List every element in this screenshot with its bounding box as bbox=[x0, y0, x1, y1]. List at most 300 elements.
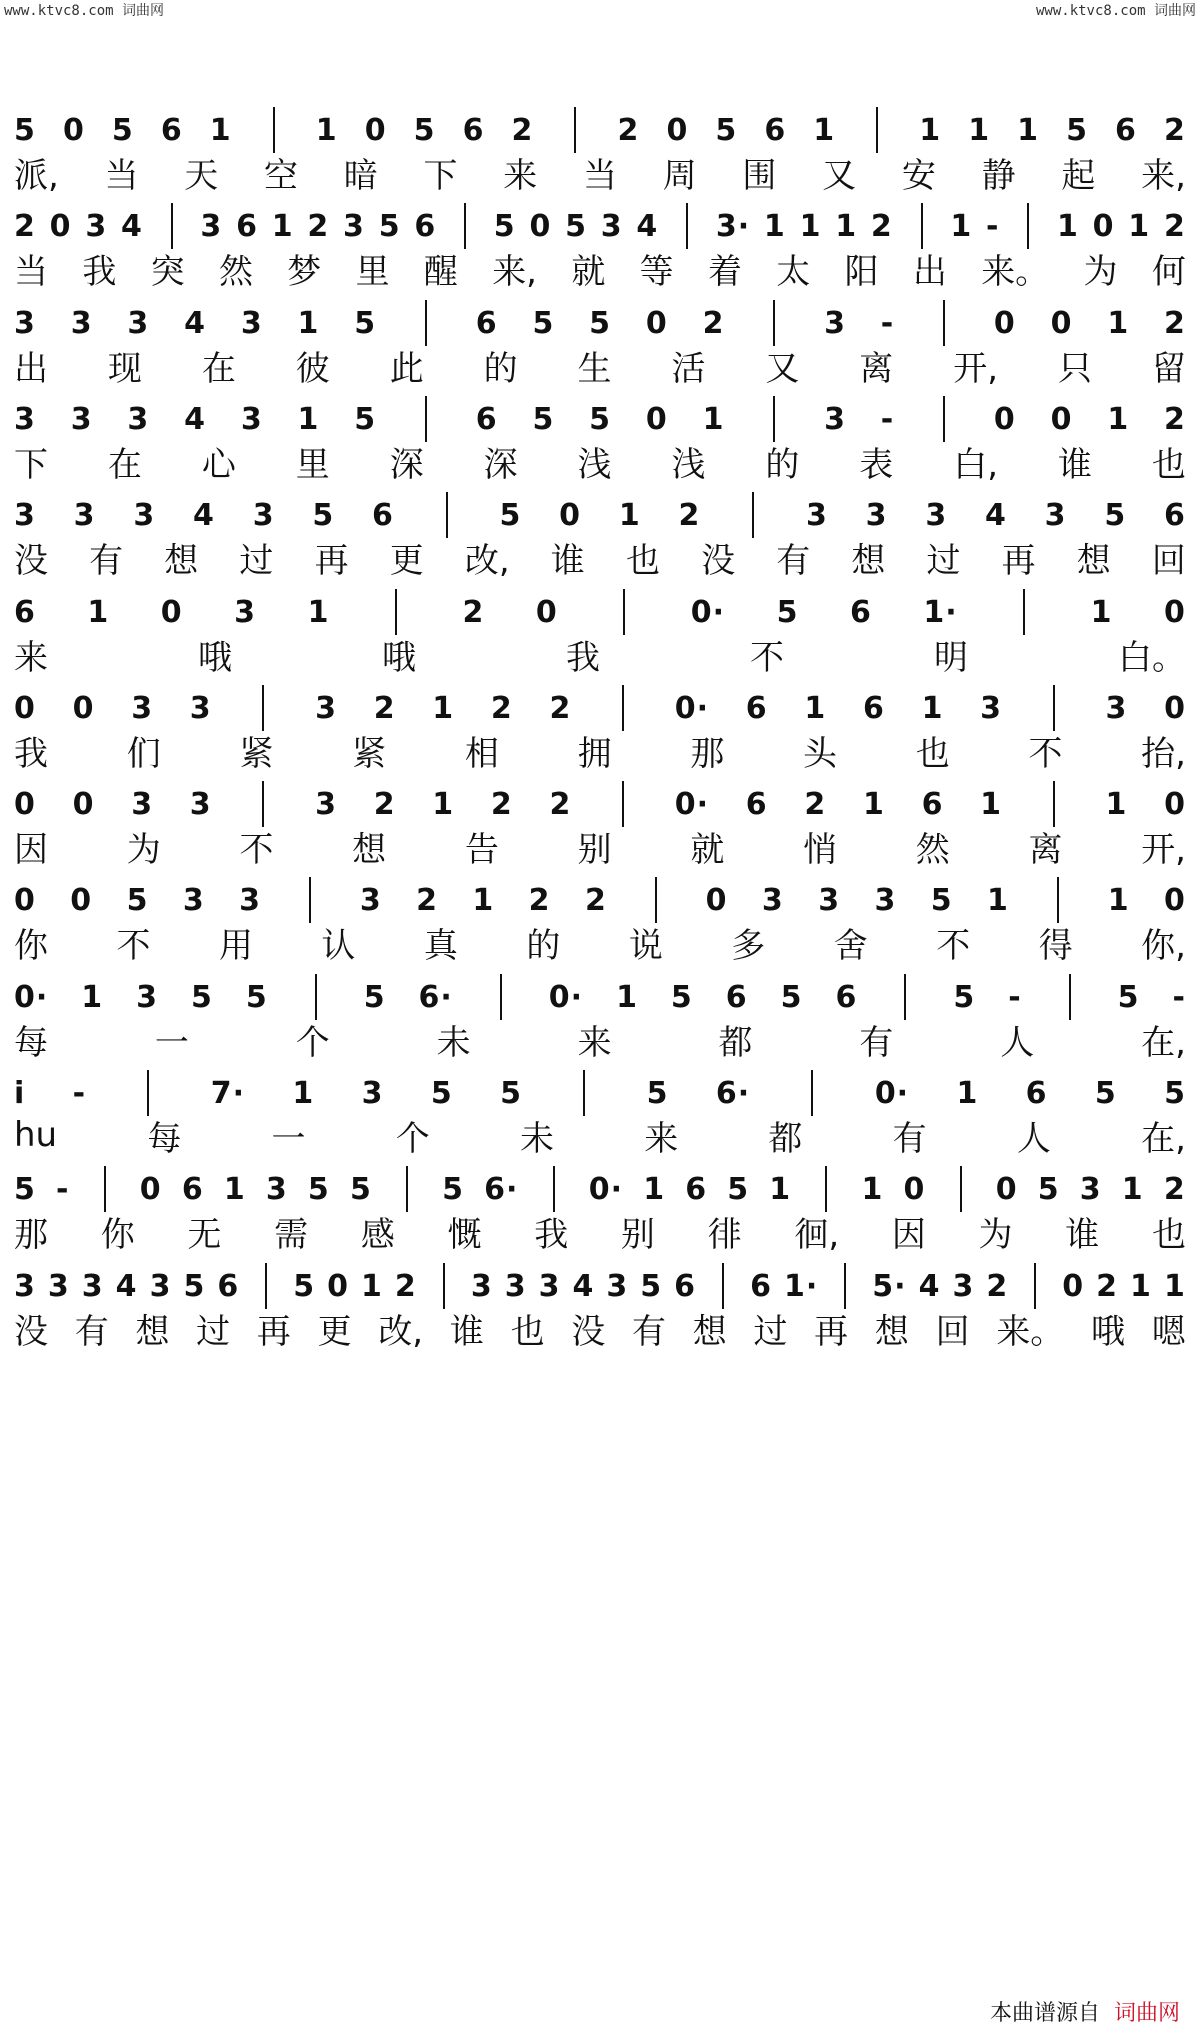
note: 1 bbox=[87, 594, 110, 630]
note: 6 bbox=[462, 112, 485, 148]
note: 5 bbox=[1117, 979, 1140, 1015]
note: 1 bbox=[297, 305, 320, 341]
bar-line bbox=[655, 877, 657, 923]
lyrics-line bbox=[14, 152, 1186, 196]
lyric-char: 抬, bbox=[1141, 733, 1186, 774]
lyric-char: 徊, bbox=[794, 1214, 840, 1255]
lyric-char: 谁 bbox=[550, 540, 585, 581]
note: 2 bbox=[373, 690, 396, 726]
lyric-char: 为 bbox=[1083, 251, 1118, 292]
lyric-char: 不 bbox=[1028, 733, 1063, 774]
lyric-char: 过 bbox=[926, 540, 961, 581]
lyrics-line bbox=[14, 248, 1186, 292]
bar-line bbox=[446, 492, 448, 538]
lyric-char: 未 bbox=[519, 1118, 554, 1159]
note: 3 bbox=[359, 882, 382, 918]
note: 5 bbox=[430, 1075, 453, 1111]
note: 3 bbox=[1105, 690, 1128, 726]
note: 5· bbox=[872, 1268, 907, 1304]
lyric-char: 心 bbox=[201, 444, 236, 485]
note: 3 bbox=[14, 1268, 36, 1304]
score-system bbox=[0, 204, 1200, 296]
lyric-char: 再 bbox=[314, 540, 349, 581]
bar-line bbox=[104, 1166, 106, 1212]
note: 5 bbox=[1164, 1075, 1186, 1111]
lyric-char: 当 bbox=[104, 155, 139, 196]
lyric-char: 来, bbox=[1141, 155, 1186, 196]
lyric-char: 离 bbox=[1028, 829, 1063, 870]
note: 3 bbox=[1079, 1171, 1102, 1207]
lyric-char: 当 bbox=[14, 251, 48, 292]
note: 1 bbox=[209, 112, 232, 148]
lyric-char: 想 bbox=[352, 829, 387, 870]
lyric-char: 里 bbox=[355, 251, 390, 292]
note: 0· bbox=[690, 594, 726, 630]
lyric-char: 更 bbox=[389, 540, 424, 581]
note: 1 bbox=[1056, 208, 1079, 244]
lyric-char: 你, bbox=[1141, 925, 1186, 966]
note: 5 bbox=[589, 305, 612, 341]
note: 0 bbox=[1164, 786, 1186, 822]
note: 2 bbox=[1163, 208, 1186, 244]
note: 5 bbox=[363, 979, 386, 1015]
lyric-char: 来。 bbox=[981, 251, 1050, 292]
note: 0· bbox=[588, 1171, 624, 1207]
bar-line bbox=[425, 300, 427, 346]
lyric-char: 的 bbox=[526, 925, 561, 966]
note: 5 bbox=[780, 979, 803, 1015]
lyric-char: 开, bbox=[1141, 829, 1186, 870]
score-system bbox=[0, 397, 1200, 489]
lyric-char: 想 bbox=[135, 1311, 170, 1352]
lyric-char: hu bbox=[14, 1115, 58, 1155]
notes-line bbox=[14, 977, 1186, 1017]
lyric-char: 未 bbox=[436, 1022, 471, 1063]
lyric-char: 也 bbox=[915, 733, 950, 774]
note: 1 bbox=[297, 401, 320, 437]
note: 0 bbox=[559, 497, 582, 533]
lyric-char: 也 bbox=[1151, 444, 1186, 485]
note: 2 bbox=[870, 208, 893, 244]
lyric-char: 周 bbox=[662, 155, 697, 196]
lyric-char: 突 bbox=[150, 251, 185, 292]
lyric-char: 然 bbox=[915, 829, 950, 870]
note: 1 bbox=[919, 112, 942, 148]
lyrics-line bbox=[14, 826, 1186, 870]
lyric-char: 你 bbox=[100, 1214, 135, 1255]
lyric-char: 来 bbox=[503, 155, 538, 196]
note: 5 bbox=[126, 882, 149, 918]
note: 5 bbox=[565, 208, 587, 244]
note: 7· bbox=[210, 1075, 246, 1111]
note: 3 bbox=[761, 882, 784, 918]
lyric-char: 现 bbox=[107, 348, 142, 389]
note: 3 bbox=[470, 1268, 493, 1304]
note: 1 bbox=[81, 979, 104, 1015]
lyric-char: 深 bbox=[389, 444, 424, 485]
lyrics-line bbox=[14, 441, 1186, 485]
note: 2 bbox=[549, 690, 572, 726]
note: 0· bbox=[14, 979, 49, 1015]
note: 3 bbox=[131, 690, 154, 726]
bar-line bbox=[574, 107, 576, 153]
note: 6 bbox=[862, 690, 885, 726]
note: 3 bbox=[874, 882, 897, 918]
note: 0· bbox=[874, 1075, 910, 1111]
lyric-char: 梦 bbox=[287, 251, 322, 292]
lyric-char: 嗯 bbox=[1151, 1311, 1186, 1352]
lyric-char: 来 bbox=[644, 1118, 679, 1159]
note: 0 bbox=[14, 786, 36, 822]
note: 1 bbox=[1128, 208, 1151, 244]
note: 1 bbox=[307, 594, 330, 630]
note: 1· bbox=[783, 1268, 819, 1304]
score-system bbox=[0, 590, 1200, 682]
note: 3 bbox=[189, 690, 212, 726]
lyric-char: 哦 bbox=[1091, 1311, 1126, 1352]
lyric-char: 你 bbox=[14, 925, 48, 966]
note: 4 bbox=[115, 1268, 138, 1304]
bar-line bbox=[773, 300, 775, 346]
note: 5 bbox=[190, 979, 213, 1015]
note: 3 bbox=[14, 305, 36, 341]
lyric-char: 着 bbox=[707, 251, 742, 292]
note: 2 bbox=[1163, 1171, 1186, 1207]
note: 0 bbox=[995, 1171, 1018, 1207]
lyric-char: 派, bbox=[14, 155, 59, 196]
note: 4 bbox=[572, 1268, 595, 1304]
lyric-char: 也 bbox=[625, 540, 660, 581]
bar-line bbox=[943, 300, 945, 346]
note: 2 bbox=[490, 786, 513, 822]
note: 5 bbox=[493, 208, 516, 244]
note: 3 bbox=[361, 1075, 384, 1111]
score-system bbox=[0, 493, 1200, 585]
lyric-char: 别 bbox=[577, 829, 612, 870]
note: 5 bbox=[14, 112, 36, 148]
lyric-char: 想 bbox=[851, 540, 886, 581]
bar-line bbox=[1027, 203, 1029, 249]
note: 2 bbox=[1164, 305, 1186, 341]
lyric-char: 静 bbox=[981, 155, 1016, 196]
note: 5 bbox=[312, 497, 335, 533]
note: 3· bbox=[715, 208, 751, 244]
note: 5 bbox=[378, 208, 401, 244]
note: 1 bbox=[1130, 1268, 1152, 1304]
note: 3 bbox=[47, 1268, 70, 1304]
bar-line bbox=[262, 781, 264, 827]
note: - bbox=[1172, 979, 1186, 1015]
lyric-char: 围 bbox=[742, 155, 777, 196]
note: 0· bbox=[674, 786, 710, 822]
note: 2 bbox=[1164, 401, 1186, 437]
lyric-char: 有 bbox=[859, 1022, 894, 1063]
note: 0 bbox=[14, 690, 36, 726]
lyric-char: 明 bbox=[934, 637, 968, 678]
lyric-char: 改, bbox=[378, 1311, 424, 1352]
bar-line bbox=[1034, 1263, 1036, 1309]
lyric-char: 需 bbox=[274, 1214, 309, 1255]
note: 6 bbox=[14, 594, 36, 630]
note: 1 bbox=[968, 112, 991, 148]
lyric-char: 再 bbox=[256, 1311, 291, 1352]
note: 1 bbox=[763, 208, 786, 244]
score-system bbox=[0, 1071, 1200, 1163]
notes-line bbox=[14, 399, 1186, 439]
note: 0 bbox=[666, 112, 689, 148]
lyric-char: 下 bbox=[14, 444, 48, 485]
lyric-char: 来。 bbox=[996, 1311, 1065, 1352]
note: 3 bbox=[315, 690, 337, 726]
lyrics-line bbox=[14, 730, 1186, 774]
lyric-char: 空 bbox=[264, 155, 299, 196]
bar-line bbox=[1053, 781, 1055, 827]
lyric-char: 然 bbox=[218, 251, 253, 292]
note: 6 bbox=[372, 497, 394, 533]
note: 0 bbox=[535, 594, 558, 630]
note: 6 bbox=[685, 1171, 708, 1207]
bar-line bbox=[1057, 877, 1059, 923]
note: 1 bbox=[921, 690, 944, 726]
note: 5 bbox=[349, 1171, 372, 1207]
lyric-char: 我 bbox=[82, 251, 117, 292]
note: 0 bbox=[645, 401, 668, 437]
note: 2 bbox=[307, 208, 330, 244]
bar-line bbox=[623, 589, 625, 635]
note: 1 bbox=[1121, 1171, 1144, 1207]
note: 5 bbox=[14, 1171, 36, 1207]
lyric-char: 彼 bbox=[295, 348, 330, 389]
note: 4 bbox=[184, 401, 206, 437]
note: 1 bbox=[1107, 305, 1130, 341]
note: 5 bbox=[646, 1075, 669, 1111]
bar-line bbox=[273, 107, 275, 153]
note: 3 bbox=[14, 401, 36, 437]
note: 1 bbox=[223, 1171, 246, 1207]
note: 3 bbox=[240, 401, 263, 437]
note: 2 bbox=[373, 786, 396, 822]
lyric-char: 人 bbox=[1016, 1118, 1051, 1159]
note: 0 bbox=[364, 112, 387, 148]
bar-line bbox=[147, 1070, 149, 1116]
bar-line bbox=[773, 396, 775, 442]
bar-line bbox=[686, 203, 688, 249]
note: 1 bbox=[616, 979, 638, 1015]
lyric-char: 此 bbox=[389, 348, 424, 389]
lyric-char: 无 bbox=[187, 1214, 222, 1255]
note: 6 bbox=[236, 208, 258, 244]
note: 5 bbox=[1104, 497, 1127, 533]
lyrics-line bbox=[14, 1211, 1186, 1255]
lyrics-line bbox=[14, 1308, 1186, 1352]
note: 5 bbox=[1094, 1075, 1117, 1111]
note: 1 bbox=[643, 1171, 666, 1207]
lyric-char: 在 bbox=[201, 348, 236, 389]
lyric-char: 那 bbox=[690, 733, 725, 774]
notes-line bbox=[14, 784, 1186, 824]
note: 1 bbox=[861, 1171, 884, 1207]
score-system bbox=[0, 1264, 1200, 1356]
bar-line bbox=[171, 203, 173, 249]
note: 1 bbox=[271, 208, 294, 244]
note: 5 bbox=[354, 305, 377, 341]
bar-line bbox=[876, 107, 878, 153]
notes-line bbox=[14, 1073, 1186, 1113]
lyric-char: 用 bbox=[218, 925, 253, 966]
lyric-char: 改, bbox=[464, 540, 510, 581]
note: 2 bbox=[490, 690, 513, 726]
lyric-char: 多 bbox=[731, 925, 766, 966]
note: 6 bbox=[1025, 1075, 1048, 1111]
lyric-char: 舍 bbox=[833, 925, 868, 966]
lyric-char: 因 bbox=[14, 829, 48, 870]
note: 0 bbox=[160, 594, 183, 630]
bar-line bbox=[443, 1263, 445, 1309]
lyric-char: 哦 bbox=[382, 637, 416, 678]
lyric-char: 相 bbox=[464, 733, 499, 774]
note: 4 bbox=[985, 497, 1007, 533]
note: 3 bbox=[14, 497, 36, 533]
lyric-char: 当 bbox=[582, 155, 617, 196]
lyric-char: 为 bbox=[978, 1214, 1013, 1255]
note: 5 bbox=[953, 979, 976, 1015]
score-system bbox=[0, 975, 1200, 1067]
lyrics-line bbox=[14, 634, 1186, 678]
note: 3 bbox=[234, 594, 257, 630]
notes-line bbox=[14, 880, 1186, 920]
lyric-char: 们 bbox=[126, 733, 161, 774]
footer-brand: 词曲网 bbox=[1113, 2001, 1180, 2026]
lyric-char: 想 bbox=[164, 540, 199, 581]
note: 1 bbox=[292, 1075, 315, 1111]
note: 0 bbox=[62, 112, 85, 148]
note: 3 bbox=[980, 690, 1003, 726]
note: - bbox=[985, 208, 1000, 244]
note: 3 bbox=[81, 1268, 104, 1304]
lyric-char: 来 bbox=[577, 1022, 612, 1063]
lyric-char: 有 bbox=[776, 540, 811, 581]
lyric-char: 都 bbox=[718, 1022, 753, 1063]
note: 4 bbox=[193, 497, 215, 533]
note: 3 bbox=[70, 401, 93, 437]
note: 1 bbox=[813, 112, 836, 148]
lyric-char: 过 bbox=[196, 1311, 231, 1352]
note: 2 bbox=[1163, 112, 1186, 148]
note: 0· bbox=[674, 690, 710, 726]
note: 5 bbox=[715, 112, 738, 148]
lyric-char: 在, bbox=[1141, 1022, 1186, 1063]
note: 1 bbox=[315, 112, 338, 148]
note: 5 bbox=[532, 401, 555, 437]
note: 2 bbox=[1096, 1268, 1119, 1304]
note: 1 bbox=[361, 1268, 383, 1304]
lyric-char: 为 bbox=[126, 829, 161, 870]
note: 6 bbox=[1164, 497, 1186, 533]
lyric-char: 再 bbox=[814, 1311, 849, 1352]
note: 3 bbox=[1044, 497, 1067, 533]
note: 3 bbox=[538, 1268, 561, 1304]
note: 2 bbox=[14, 208, 36, 244]
note: 0 bbox=[1050, 401, 1073, 437]
lyric-char: 悄 bbox=[803, 829, 838, 870]
note: 3 bbox=[73, 497, 96, 533]
lyric-char: 安 bbox=[901, 155, 936, 196]
notes-line bbox=[14, 1169, 1186, 1209]
note: 6 bbox=[764, 112, 787, 148]
note: 1 bbox=[702, 401, 725, 437]
lyric-char: 不 bbox=[750, 637, 784, 678]
note: 3 bbox=[182, 882, 205, 918]
note: 5 bbox=[111, 112, 134, 148]
note: 3 bbox=[252, 497, 275, 533]
note: 2 bbox=[986, 1268, 1009, 1304]
note: 6 bbox=[674, 1268, 697, 1304]
note: 1 bbox=[862, 786, 885, 822]
note: 1· bbox=[923, 594, 958, 630]
lyric-char: 在 bbox=[107, 444, 142, 485]
note: 0 bbox=[529, 208, 552, 244]
lyric-char: 深 bbox=[483, 444, 518, 485]
notes-line bbox=[14, 1266, 1186, 1306]
note: 2 bbox=[394, 1268, 417, 1304]
note: 4 bbox=[918, 1268, 941, 1304]
lyric-char: 因 bbox=[891, 1214, 926, 1255]
note: 1 bbox=[835, 208, 858, 244]
note: 1 bbox=[980, 786, 1003, 822]
lyric-char: 白, bbox=[953, 444, 999, 485]
lyric-char: 离 bbox=[859, 348, 894, 389]
lyric-char: 没 bbox=[701, 540, 736, 581]
lyric-char: 又 bbox=[765, 348, 800, 389]
note: 3 bbox=[600, 208, 623, 244]
note: 1 bbox=[1090, 594, 1113, 630]
lyric-char: 想 bbox=[1076, 540, 1111, 581]
note: 3 bbox=[824, 401, 846, 437]
lyric-char: 浅 bbox=[577, 444, 612, 485]
note: 5 bbox=[499, 497, 522, 533]
bar-line bbox=[500, 974, 502, 1020]
note: 6 bbox=[835, 979, 858, 1015]
note: 5 bbox=[727, 1171, 750, 1207]
note: 2 bbox=[416, 882, 438, 918]
lyric-char: 一 bbox=[154, 1022, 189, 1063]
bar-line bbox=[844, 1263, 846, 1309]
note: 6· bbox=[715, 1075, 751, 1111]
lyric-char: 得 bbox=[1038, 925, 1073, 966]
note: 1 bbox=[472, 882, 495, 918]
note: 3 bbox=[85, 208, 108, 244]
note: 1 bbox=[804, 690, 827, 726]
note: 6 bbox=[745, 786, 768, 822]
lyric-char: 我 bbox=[534, 1214, 569, 1255]
lyric-char: 拥 bbox=[577, 733, 612, 774]
lyric-char: 没 bbox=[14, 540, 48, 581]
note: 0 bbox=[72, 690, 95, 726]
note: 0 bbox=[14, 882, 36, 918]
note: 0 bbox=[327, 1268, 350, 1304]
note: 0 bbox=[705, 882, 728, 918]
note: 6 bbox=[745, 690, 768, 726]
bar-line bbox=[425, 396, 427, 442]
score-system bbox=[0, 878, 1200, 970]
lyric-char: 人 bbox=[1000, 1022, 1035, 1063]
note: - bbox=[1008, 979, 1022, 1015]
lyric-char: 真 bbox=[423, 925, 458, 966]
note: 3 bbox=[149, 1268, 172, 1304]
lyric-char: 我 bbox=[14, 733, 48, 774]
bar-line bbox=[315, 974, 317, 1020]
note: 3 bbox=[131, 786, 154, 822]
